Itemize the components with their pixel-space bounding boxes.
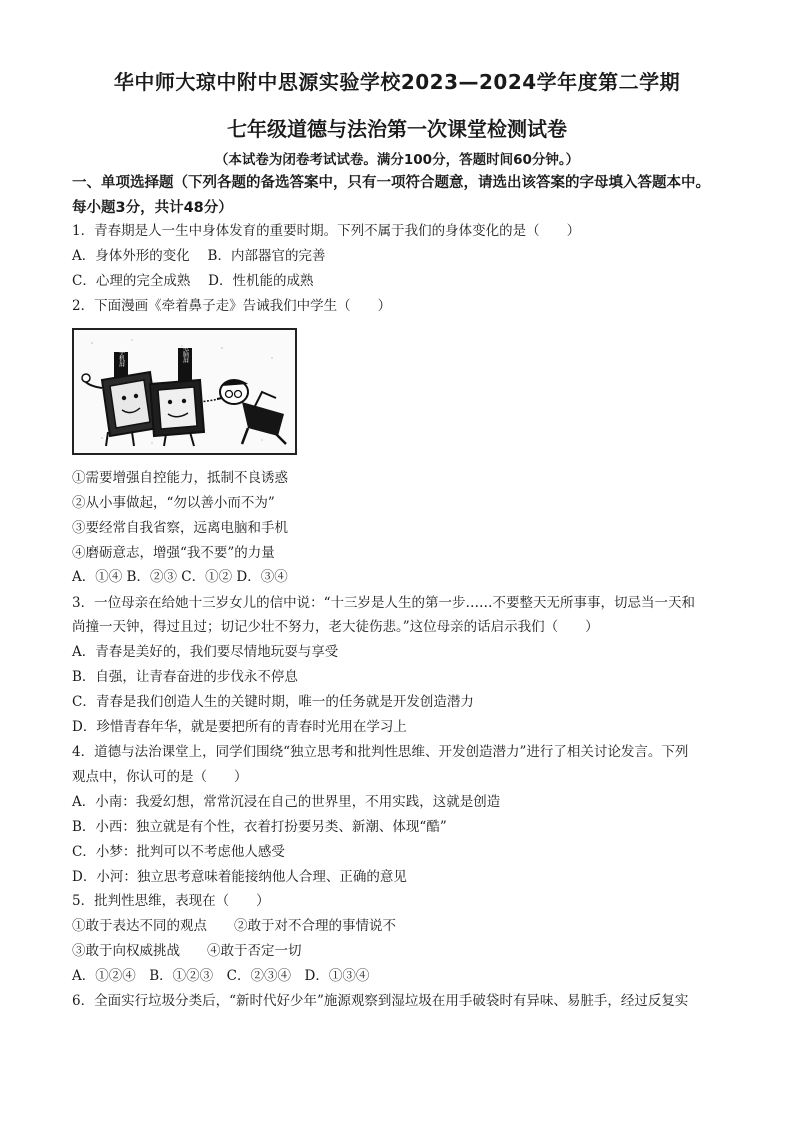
q3-option-d: D．珍惜青春年华，就是要把所有的青春时光用在学习上 bbox=[72, 719, 407, 735]
q4-option-d: D．小河：独立思考意味着能接纳他人合理、正确的意见 bbox=[72, 869, 407, 885]
q2-statement-4: ④磨砺意志，增强“我不要”的力量 bbox=[72, 545, 275, 561]
exam-title-subject: 七年级道德与法治第一次课堂检测试卷 bbox=[227, 117, 567, 141]
comic-sign-right: 电脑屏 bbox=[181, 345, 189, 363]
q2-options: A．①④ B．②③ C．①② D．③④ bbox=[72, 569, 288, 585]
q3-stem-line1: 3．一位母亲在给她十三岁女儿的信中说：“十三岁是人生的第一步……不要整天无所事事，切忌当一天和 bbox=[72, 595, 695, 611]
q3-stem-line2: 尚撞一天钟，得过且过；切记少壮不努力，老大徒伤悲。”这位母亲的话启示我们（ ） bbox=[72, 619, 599, 635]
q3-option-c: C．青春是我们创造人生的关键时期，唯一的任务就是开发创造潜力 bbox=[72, 694, 474, 710]
q5-stem: 5．批判性思维，表现在（ ） bbox=[72, 893, 270, 909]
q2-statement-2: ②从小事做起，“勿以善小而不为” bbox=[72, 495, 275, 511]
q4-option-b: B．小西：独立就是有个性，衣着打扮要另类、新潮、体现“酷” bbox=[72, 819, 447, 835]
q1-stem: 1．青春期是人一生中身体发育的重要时期。下列不属于我们的身体变化的是（ ） bbox=[72, 223, 581, 239]
comic-sign-left: 手机屏 bbox=[117, 349, 125, 367]
q6-stem: 6．全面实行垃圾分类后，“新时代好少年”施源观察到湿垃圾在用手破袋时有异味、易脏手，经过反复实 bbox=[72, 993, 689, 1009]
q3-option-a: A．青春是美好的，我们要尽情地玩耍与享受 bbox=[72, 644, 339, 660]
q4-stem-line1: 4．道德与法治课堂上，同学们围绕“独立思考和批判性思维、开发创造潜力”进行了相关讨论发言。下列 bbox=[72, 744, 689, 760]
q3-option-b: B．自强，让青春奋进的步伐永不停息 bbox=[72, 669, 298, 685]
q2-statement-1: ①需要增强自控能力，抵制不良诱惑 bbox=[72, 470, 288, 486]
q5-statements-12: ①敢于表达不同的观点 ②敢于对不合理的事情说不 bbox=[72, 918, 396, 934]
exam-note: （本试卷为闭卷考试试卷。满分100分，答题时间60分钟。） bbox=[214, 152, 580, 168]
q4-option-c: C．小梦：批判可以不考虑他人感受 bbox=[72, 844, 285, 860]
q5-options: A．①②④ B．①②③ C．②③④ D．①③④ bbox=[72, 968, 370, 984]
q2-statement-3: ③要经常自我省察，远离电脑和手机 bbox=[72, 520, 288, 536]
q2-comic-illustration bbox=[72, 328, 297, 455]
q4-option-a: A．小南：我爱幻想，常常沉浸在自己的世界里，不用实践，这就是创造 bbox=[72, 794, 501, 810]
q1-options-ab: A．身体外形的变化 B．内部器官的完善 bbox=[72, 248, 326, 264]
exam-title-school: 华中师大琼中附中思源实验学校2023—2024学年度第二学期 bbox=[113, 70, 681, 94]
q2-stem: 2．下面漫画《牵着鼻子走》告诫我们中学生（ ） bbox=[72, 298, 392, 314]
q1-options-cd: C．心理的完全成熟 D．性机能的成熟 bbox=[72, 273, 314, 289]
q4-stem-line2: 观点中，你认可的是（ ） bbox=[72, 769, 248, 785]
section-heading: 一、单项选择题（下列各题的备选答案中，只有一项符合题意，请选出该答案的字母填入答题本中。每小题3分，共计48分） bbox=[72, 175, 710, 216]
q5-statements-34: ③敢于向权威挑战 ④敢于否定一切 bbox=[72, 943, 302, 959]
